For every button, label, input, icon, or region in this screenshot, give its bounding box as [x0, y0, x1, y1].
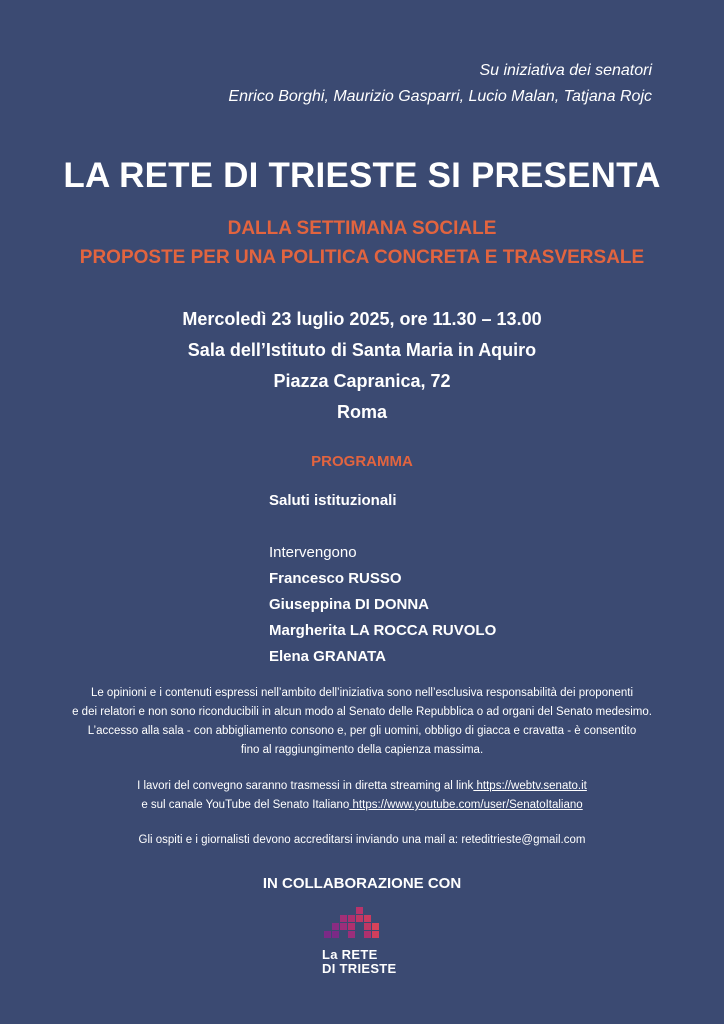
disclaimer-line: L’accesso alla sala - con abbigliamento consono e, per gli uomini, obbligo di giacca e cravatta - è consentito — [87, 725, 637, 737]
logo-wordmark — [322, 948, 397, 976]
subtitle-line-2: PROPOSTE PER UNA POLITICA CONCRETA E TRASVERSALE — [79, 247, 645, 268]
webtv-link[interactable]: https://webtv.senato.it — [473, 780, 587, 792]
program-greetings: Saluti istituzionali — [269, 492, 397, 509]
streaming-line-1 — [0, 777, 724, 796]
event-venue: Sala dell’Istituto di Santa Maria in Aquiro — [187, 340, 537, 360]
speaker-item: Giuseppina DI DONNA — [269, 596, 430, 613]
initiative-block — [228, 58, 652, 110]
speaker-item: Francesco RUSSO — [269, 570, 402, 587]
program-intro: Intervengono — [269, 544, 357, 561]
streaming-line-2 — [0, 796, 724, 815]
disclaimer-line: fino al raggiungimento della capienza massima. — [240, 744, 484, 756]
event-title: LA RETE DI TRIESTE SI PRESENTA — [63, 156, 661, 195]
program-heading: PROGRAMMA — [311, 453, 413, 470]
event-details — [0, 304, 724, 428]
youtube-link[interactable]: https://www.youtube.com/user/SenatoItaliano — [349, 799, 583, 811]
speaker-item: Elena GRANATA — [269, 648, 386, 665]
streaming-info — [0, 777, 724, 815]
event-city: Roma — [336, 402, 387, 422]
streaming-text-1: I lavori del convegno saranno trasmessi in diretta streaming al link — [137, 780, 474, 792]
disclaimer-line: e dei relatori e non sono riconducibili in alcun modo al Senato delle Repubblica o ad organi del Senato medesimo. — [72, 706, 652, 718]
event-subtitle — [0, 214, 724, 272]
disclaimer — [0, 684, 724, 760]
speaker-item: Margherita LA ROCCA RUVOLO — [269, 622, 497, 639]
disclaimer-line: Le opinioni e i contenuti espressi nell’ambito dell’iniziativa sono nell’esclusiva responsabilità dei proponenti — [90, 687, 634, 699]
program-list — [269, 488, 496, 670]
initiative-line-1: Su iniziativa dei senatori — [479, 62, 652, 79]
subtitle-line-1: DALLA SETTIMANA SOCIALE — [227, 218, 497, 239]
logo-line-2: DI TRIESTE — [322, 961, 397, 976]
collaboration-heading: IN COLLABORAZIONE CON — [262, 875, 462, 892]
streaming-text-2: e sul canale YouTube del Senato Italiano — [141, 799, 350, 811]
event-address: Piazza Capranica, 72 — [273, 371, 451, 391]
accreditation-note: Gli ospiti e i giornalisti devono accreditarsi inviando una mail a: reteditrieste@gmail.com — [138, 834, 586, 846]
initiative-senators: Enrico Borghi, Maurizio Gasparri, Lucio Malan, Tatjana Rojc — [228, 88, 652, 105]
event-datetime: Mercoledì 23 luglio 2025, ore 11.30 – 13.00 — [182, 309, 542, 329]
logo-line-1: La RETE — [322, 947, 378, 962]
